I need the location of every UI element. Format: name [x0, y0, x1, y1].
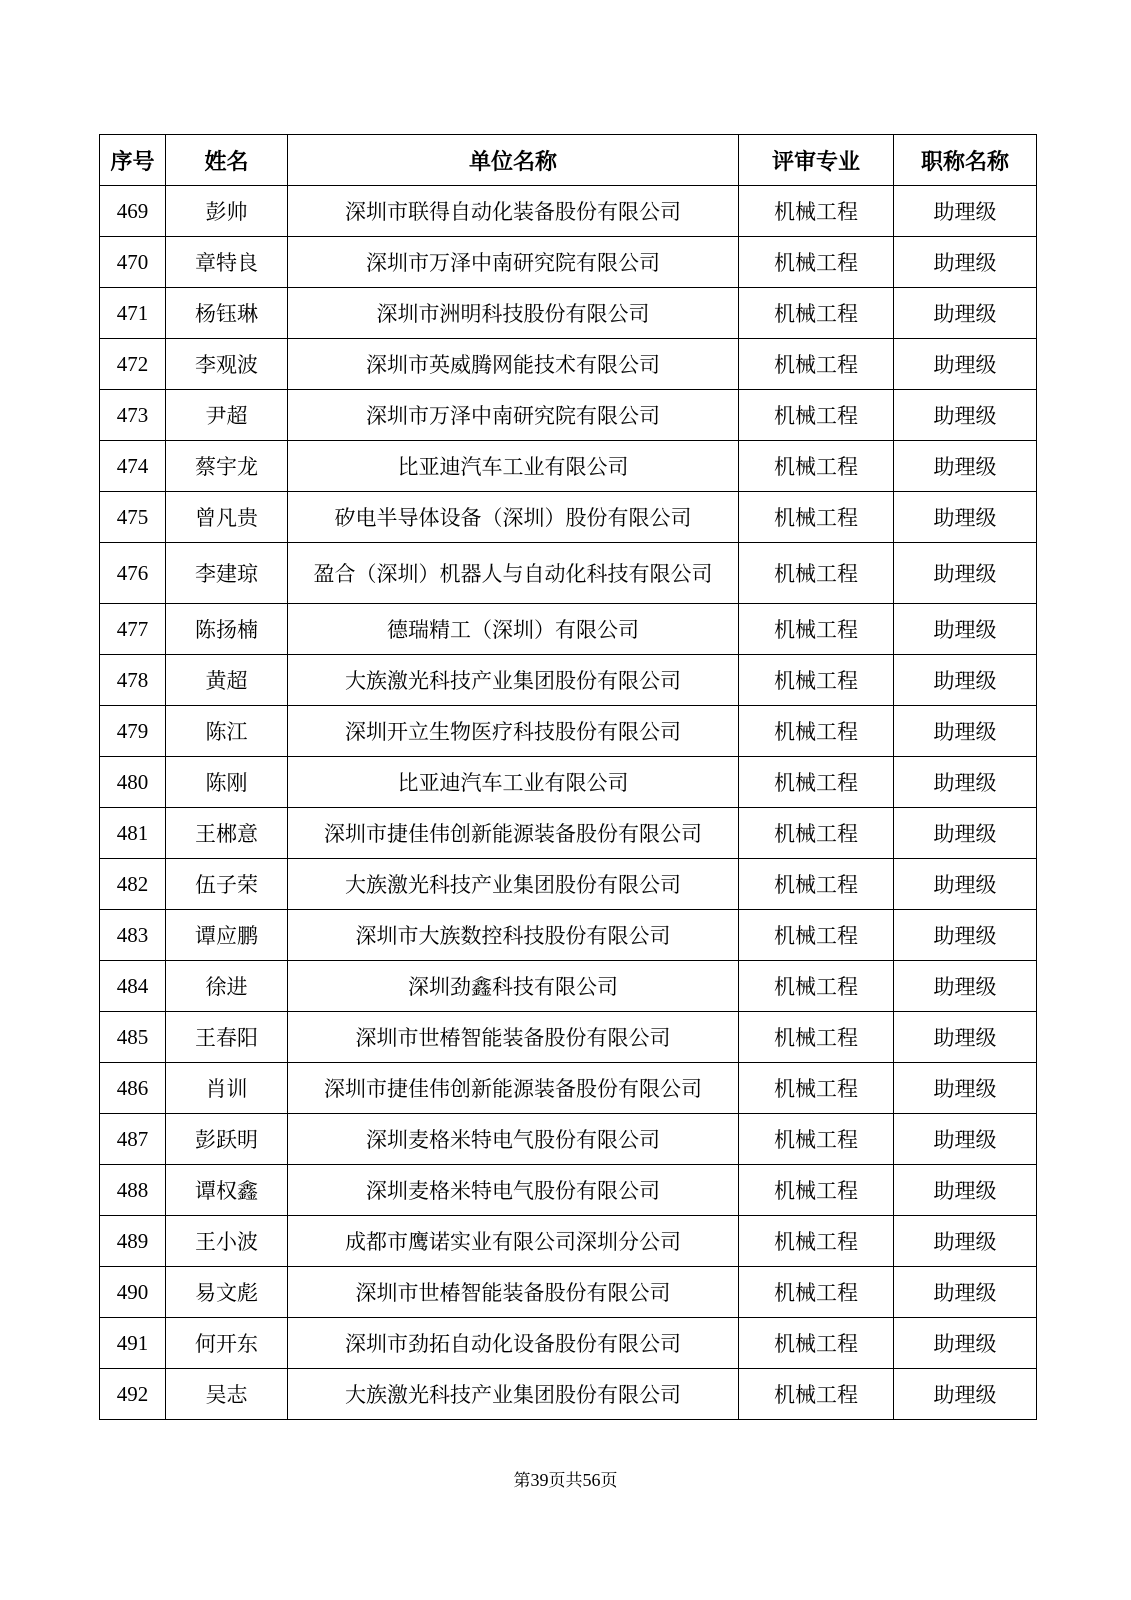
- cell-major: 机械工程: [739, 1267, 894, 1318]
- cell-title: 助理级: [894, 543, 1037, 604]
- table-row: [100, 961, 1037, 1012]
- roster-table: [99, 134, 1037, 1420]
- cell-seq: 485: [100, 1012, 166, 1063]
- table-row: [100, 1318, 1037, 1369]
- cell-org: 大族激光科技产业集团股份有限公司: [288, 655, 739, 706]
- cell-title: 助理级: [894, 390, 1037, 441]
- table-row: [100, 1012, 1037, 1063]
- cell-org: 深圳市劲拓自动化设备股份有限公司: [288, 1318, 739, 1369]
- cell-name: 彭跃明: [166, 1114, 288, 1165]
- cell-name: 李观波: [166, 339, 288, 390]
- cell-major: 机械工程: [739, 339, 894, 390]
- header-title: 职称名称: [894, 135, 1037, 186]
- footer-middle: 页共: [548, 1471, 583, 1491]
- cell-title: 助理级: [894, 237, 1037, 288]
- cell-title: 助理级: [894, 808, 1037, 859]
- cell-name: 蔡宇龙: [166, 441, 288, 492]
- cell-name: 黄超: [166, 655, 288, 706]
- table-row: [100, 1267, 1037, 1318]
- cell-seq: 469: [100, 186, 166, 237]
- cell-name: 徐进: [166, 961, 288, 1012]
- cell-major: 机械工程: [739, 1114, 894, 1165]
- footer-total-pages: 56: [582, 1470, 601, 1490]
- cell-name: 谭应鹏: [166, 910, 288, 961]
- cell-org: 深圳麦格米特电气股份有限公司: [288, 1114, 739, 1165]
- cell-seq: 478: [100, 655, 166, 706]
- table-row: [100, 859, 1037, 910]
- table-row: [100, 186, 1037, 237]
- cell-major: 机械工程: [739, 961, 894, 1012]
- cell-major: 机械工程: [739, 1063, 894, 1114]
- cell-major: 机械工程: [739, 655, 894, 706]
- cell-name: 杨钰琳: [166, 288, 288, 339]
- cell-seq: 471: [100, 288, 166, 339]
- cell-title: 助理级: [894, 1369, 1037, 1420]
- cell-seq: 490: [100, 1267, 166, 1318]
- cell-seq: 479: [100, 706, 166, 757]
- cell-title: 助理级: [894, 492, 1037, 543]
- cell-org: 深圳市世椿智能装备股份有限公司: [288, 1267, 739, 1318]
- cell-org: 深圳市英威腾网能技术有限公司: [288, 339, 739, 390]
- table-row: [100, 1063, 1037, 1114]
- table-row: [100, 706, 1037, 757]
- cell-major: 机械工程: [739, 1165, 894, 1216]
- table-row: [100, 339, 1037, 390]
- cell-major: 机械工程: [739, 808, 894, 859]
- cell-title: 助理级: [894, 288, 1037, 339]
- table-row: [100, 390, 1037, 441]
- cell-title: 助理级: [894, 339, 1037, 390]
- cell-org: 深圳市洲明科技股份有限公司: [288, 288, 739, 339]
- table-row: [100, 1216, 1037, 1267]
- table-row: [100, 492, 1037, 543]
- cell-seq: 470: [100, 237, 166, 288]
- cell-name: 陈刚: [166, 757, 288, 808]
- cell-org: 大族激光科技产业集团股份有限公司: [288, 859, 739, 910]
- cell-major: 机械工程: [739, 706, 894, 757]
- header-seq: 序号: [100, 135, 166, 186]
- cell-major: 机械工程: [739, 1318, 894, 1369]
- table-row: [100, 237, 1037, 288]
- cell-org: 深圳市万泽中南研究院有限公司: [288, 237, 739, 288]
- cell-seq: 486: [100, 1063, 166, 1114]
- table-row: [100, 543, 1037, 604]
- cell-major: 机械工程: [739, 237, 894, 288]
- cell-title: 助理级: [894, 1216, 1037, 1267]
- cell-seq: 477: [100, 604, 166, 655]
- cell-seq: 483: [100, 910, 166, 961]
- cell-title: 助理级: [894, 1114, 1037, 1165]
- cell-org: 比亚迪汽车工业有限公司: [288, 441, 739, 492]
- cell-name: 谭权鑫: [166, 1165, 288, 1216]
- cell-name: 王小波: [166, 1216, 288, 1267]
- table-row: [100, 441, 1037, 492]
- footer-prefix: 第: [513, 1471, 531, 1491]
- cell-major: 机械工程: [739, 1012, 894, 1063]
- cell-title: 助理级: [894, 706, 1037, 757]
- cell-major: 机械工程: [739, 604, 894, 655]
- cell-title: 助理级: [894, 757, 1037, 808]
- cell-major: 机械工程: [739, 859, 894, 910]
- cell-seq: 472: [100, 339, 166, 390]
- cell-seq: 474: [100, 441, 166, 492]
- table-row: [100, 910, 1037, 961]
- cell-org: 深圳麦格米特电气股份有限公司: [288, 1165, 739, 1216]
- header-row: [100, 135, 1037, 186]
- cell-seq: 473: [100, 390, 166, 441]
- cell-title: 助理级: [894, 441, 1037, 492]
- table-row: [100, 1369, 1037, 1420]
- cell-org: 深圳市世椿智能装备股份有限公司: [288, 1012, 739, 1063]
- table-row: [100, 808, 1037, 859]
- table-row: [100, 1114, 1037, 1165]
- cell-seq: 481: [100, 808, 166, 859]
- header-name: 姓名: [166, 135, 288, 186]
- cell-seq: 488: [100, 1165, 166, 1216]
- cell-major: 机械工程: [739, 757, 894, 808]
- cell-org: 德瑞精工（深圳）有限公司: [288, 604, 739, 655]
- cell-org: 深圳劲鑫科技有限公司: [288, 961, 739, 1012]
- header-major: 评审专业: [739, 135, 894, 186]
- cell-org: 深圳市万泽中南研究院有限公司: [288, 390, 739, 441]
- cell-org: 成都市鹰诺实业有限公司深圳分公司: [288, 1216, 739, 1267]
- cell-seq: 489: [100, 1216, 166, 1267]
- cell-name: 吴志: [166, 1369, 288, 1420]
- cell-major: 机械工程: [739, 910, 894, 961]
- table-body: [100, 186, 1037, 1420]
- cell-major: 机械工程: [739, 1369, 894, 1420]
- page-footer: [0, 1466, 1131, 1491]
- cell-org: 比亚迪汽车工业有限公司: [288, 757, 739, 808]
- cell-name: 尹超: [166, 390, 288, 441]
- cell-name: 曾凡贵: [166, 492, 288, 543]
- cell-name: 肖训: [166, 1063, 288, 1114]
- cell-org: 大族激光科技产业集团股份有限公司: [288, 1369, 739, 1420]
- cell-name: 李建琼: [166, 543, 288, 604]
- cell-title: 助理级: [894, 1267, 1037, 1318]
- cell-name: 王春阳: [166, 1012, 288, 1063]
- cell-title: 助理级: [894, 604, 1037, 655]
- footer-suffix: 页: [600, 1471, 618, 1491]
- cell-name: 王郴意: [166, 808, 288, 859]
- cell-major: 机械工程: [739, 288, 894, 339]
- cell-name: 陈江: [166, 706, 288, 757]
- cell-seq: 475: [100, 492, 166, 543]
- cell-seq: 491: [100, 1318, 166, 1369]
- cell-org: 深圳市联得自动化装备股份有限公司: [288, 186, 739, 237]
- cell-title: 助理级: [894, 1063, 1037, 1114]
- cell-org: 深圳市捷佳伟创新能源装备股份有限公司: [288, 1063, 739, 1114]
- cell-major: 机械工程: [739, 492, 894, 543]
- cell-major: 机械工程: [739, 186, 894, 237]
- table-row: [100, 604, 1037, 655]
- cell-name: 陈扬楠: [166, 604, 288, 655]
- cell-name: 伍子荣: [166, 859, 288, 910]
- cell-title: 助理级: [894, 961, 1037, 1012]
- cell-org: 深圳市大族数控科技股份有限公司: [288, 910, 739, 961]
- cell-title: 助理级: [894, 186, 1037, 237]
- cell-title: 助理级: [894, 910, 1037, 961]
- cell-seq: 484: [100, 961, 166, 1012]
- cell-seq: 480: [100, 757, 166, 808]
- cell-major: 机械工程: [739, 441, 894, 492]
- cell-title: 助理级: [894, 859, 1037, 910]
- table-row: [100, 655, 1037, 706]
- cell-name: 易文彪: [166, 1267, 288, 1318]
- cell-major: 机械工程: [739, 390, 894, 441]
- cell-title: 助理级: [894, 655, 1037, 706]
- cell-title: 助理级: [894, 1318, 1037, 1369]
- cell-seq: 482: [100, 859, 166, 910]
- table-row: [100, 757, 1037, 808]
- table-row: [100, 288, 1037, 339]
- cell-title: 助理级: [894, 1012, 1037, 1063]
- cell-title: 助理级: [894, 1165, 1037, 1216]
- cell-org: 盈合（深圳）机器人与自动化科技有限公司: [288, 543, 739, 604]
- cell-seq: 487: [100, 1114, 166, 1165]
- cell-org: 深圳市捷佳伟创新能源装备股份有限公司: [288, 808, 739, 859]
- cell-seq: 476: [100, 543, 166, 604]
- cell-name: 何开东: [166, 1318, 288, 1369]
- header-org: 单位名称: [288, 135, 739, 186]
- cell-major: 机械工程: [739, 1216, 894, 1267]
- cell-org: 矽电半导体设备（深圳）股份有限公司: [288, 492, 739, 543]
- table-row: [100, 1165, 1037, 1216]
- footer-page-number: 39: [530, 1470, 549, 1490]
- cell-org: 深圳开立生物医疗科技股份有限公司: [288, 706, 739, 757]
- cell-name: 章特良: [166, 237, 288, 288]
- cell-seq: 492: [100, 1369, 166, 1420]
- cell-major: 机械工程: [739, 543, 894, 604]
- cell-name: 彭帅: [166, 186, 288, 237]
